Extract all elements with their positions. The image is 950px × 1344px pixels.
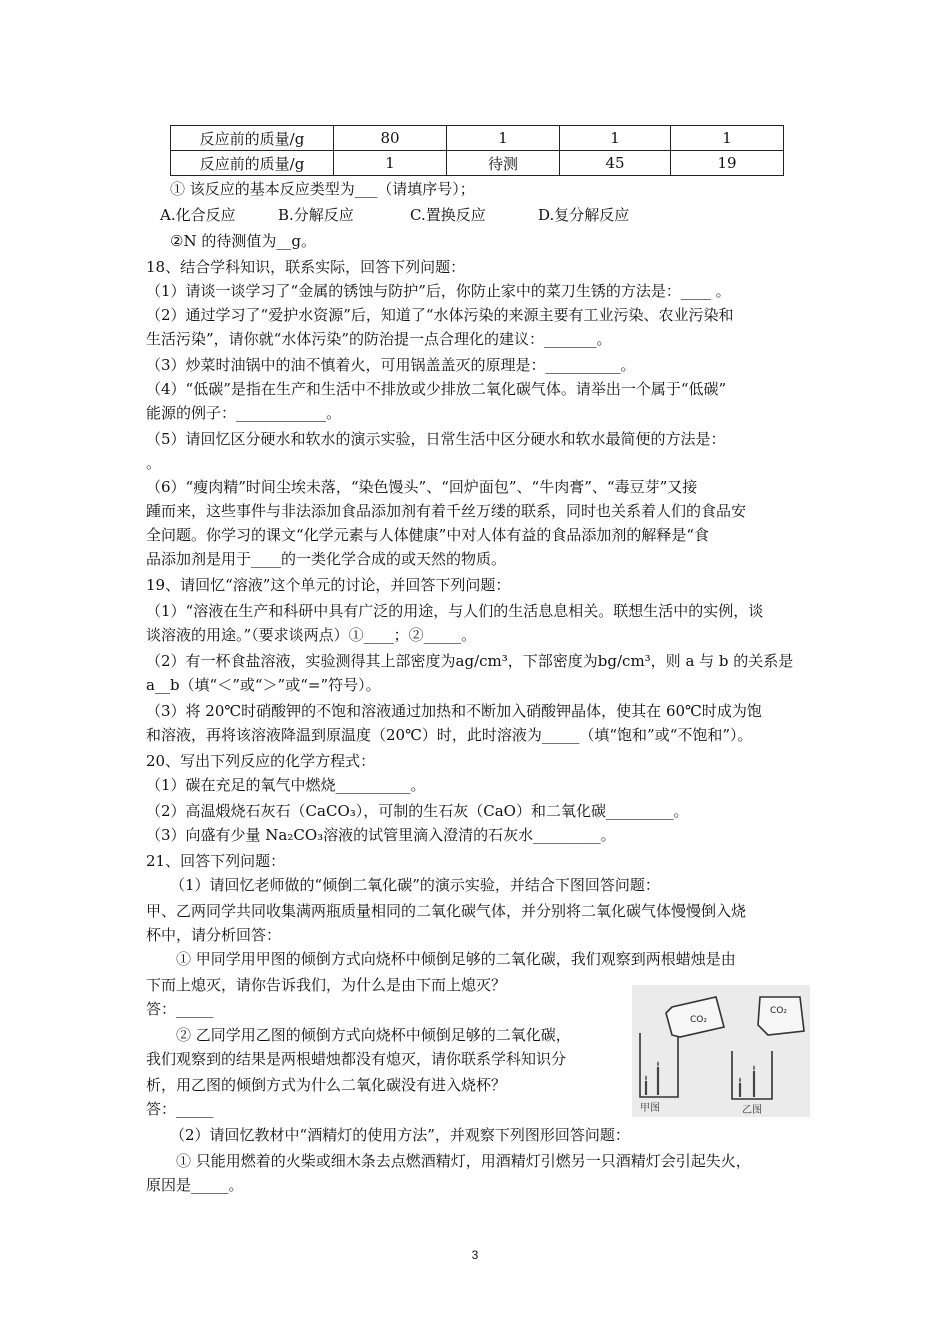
table-row bbox=[171, 151, 784, 176]
q18-line: 能源的例子：____________。 bbox=[146, 404, 342, 422]
q19-line: 谈溶液的用途。”（要求谈两点）①____；②_____。 bbox=[146, 626, 477, 644]
q19-line: 和溶液，再将该溶液降温到原温度（20℃）时，此时溶液为_____（填“饱和”或“不饱和”）。 bbox=[146, 726, 753, 744]
q21-line: 下而上熄灭，请你告诉我们，为什么是由下而上熄灭？ bbox=[146, 976, 507, 994]
option-a: A.化合反应 bbox=[160, 206, 236, 224]
q18-line: （1）请谈一谈学习了“金属的锈蚀与防护”后，你防止家中的菜刀生锈的方法是：____ 。 bbox=[146, 282, 731, 300]
q18-line: （2）通过学习了“爱护水资源”后，知道了“水体污染的来源主要有工业污染、农业污染和 bbox=[146, 306, 734, 324]
table-cell: 1 bbox=[671, 126, 784, 151]
q21-line: ① 只能用燃着的火柴或细木条去点燃酒精灯，用酒精灯引燃另一只酒精灯会引起失火， bbox=[176, 1152, 751, 1170]
q21-line: ② 乙同学用乙图的倾倒方式向烧杯中倾倒足够的二氧化碳， bbox=[176, 1026, 571, 1044]
table-cell: 1 bbox=[334, 151, 447, 176]
table-cell: 反应前的质量/g bbox=[171, 151, 334, 176]
table-cell: 45 bbox=[560, 151, 671, 176]
q21-line: 杯中，请分析回答： bbox=[146, 926, 282, 944]
page-number: 3 bbox=[471, 1248, 479, 1262]
q18-line: 品添加剂是用于____的一类化学合成的或天然的物质。 bbox=[146, 550, 507, 568]
caption-yi: 乙图 bbox=[742, 1105, 762, 1116]
caption-jia: 甲图 bbox=[640, 1103, 660, 1114]
q21-line: （1）请回忆老师做的“倾倒二氧化碳”的演示实验，并结合下图回答问题： bbox=[170, 876, 660, 894]
table-cell: 1 bbox=[560, 126, 671, 151]
q19-line: （2）有一杯食盐溶液，实验测得其上部密度为ag/cm³，下部密度为bg/cm³，则 a 与 b 的关系是 bbox=[146, 652, 794, 670]
table-cell: 反应前的质量/g bbox=[171, 126, 334, 151]
q20-line: （1）碳在充足的氧气中燃烧__________。 bbox=[146, 776, 426, 794]
co2-bottle-yi bbox=[758, 997, 804, 1035]
q21-line: ① 甲同学用甲图的倾倒方式向烧杯中倾倒足够的二氧化碳，我们观察到两根蜡烛是由 bbox=[176, 950, 736, 968]
q20-line: （2）高温煅烧石灰石（CaCO₃），可制的生石灰（CaO）和二氧化碳_________。 bbox=[146, 802, 689, 820]
table-row bbox=[171, 126, 784, 151]
option-d: D.复分解反应 bbox=[538, 206, 630, 224]
q18-line: 全问题。你学习的课文“化学元素与人体健康”中对人体有益的食品添加剂的解释是“食 bbox=[146, 526, 710, 544]
q19-line: （1）“溶液在生产和科研中具有广泛的用途，与人们的生活息息相关。联想生活中的实例，谈 bbox=[146, 602, 764, 620]
table-cell: 1 bbox=[447, 126, 560, 151]
bottle-label: CO₂ bbox=[770, 1006, 787, 1016]
q19-line: a__b（填“＜”或“＞”或“=”符号）。 bbox=[146, 676, 381, 694]
q21-title: 21、回答下列问题： bbox=[146, 852, 286, 870]
q18-line: （3）炒菜时油锅中的油不慎着火，可用锅盖盖灭的原理是：__________。 bbox=[146, 356, 636, 374]
q21-line: 甲、乙两同学共同收集满两瓶质量相同的二氧化碳气体，并分别将二氧化碳气体慢慢倒入烧 bbox=[146, 902, 747, 920]
bottle-label: CO₂ bbox=[690, 1015, 707, 1025]
mass-table bbox=[170, 125, 784, 176]
q21-answer: 答：_____ bbox=[146, 1000, 214, 1018]
q21-line: （2）请回忆教材中“酒精灯的使用方法”，并观察下列图形回答问题： bbox=[170, 1126, 630, 1144]
q18-line: 生活污染”，请你就“水体污染”的防治提一点合理化的建议：_______。 bbox=[146, 330, 612, 348]
q17-line-2: ②N 的待测值为__g。 bbox=[170, 232, 316, 250]
table-cell: 19 bbox=[671, 151, 784, 176]
q21-answer: 答：_____ bbox=[146, 1100, 214, 1118]
q21-line: 析，用乙图的倾倒方式为什么二氧化碳没有进入烧杯？ bbox=[146, 1076, 507, 1094]
q19-title: 19、请回忆“溶液”这个单元的讨论，并回答下列问题： bbox=[146, 576, 511, 594]
q18-title: 18、结合学科知识，联系实际，回答下列问题： bbox=[146, 258, 466, 276]
q20-line: （3）向盛有少量 Na₂CO₃溶液的试管里滴入澄清的石灰水_________。 bbox=[146, 826, 616, 844]
option-b: B.分解反应 bbox=[278, 206, 354, 224]
option-c: C.置换反应 bbox=[410, 206, 486, 224]
q18-line: （5）请回忆区分硬水和软水的演示实验，日常生活中区分硬水和软水最简便的方法是： bbox=[146, 430, 726, 448]
q18-line: （4）“低碳”是指在生产和生活中不排放或少排放二氧化碳气体。请举出一个属于“低碳” bbox=[146, 380, 727, 398]
q19-line: （3）将 20℃时硝酸钾的不饱和溶液通过加热和不断加入硝酸钾晶体，使其在 60℃时成为饱 bbox=[146, 702, 762, 720]
table-cell: 待测 bbox=[447, 151, 560, 176]
q17-line-1: ① 该反应的基本反应类型为___（请填序号）； bbox=[170, 180, 475, 198]
co2-pouring-figure bbox=[632, 985, 810, 1117]
table-cell: 80 bbox=[334, 126, 447, 151]
q18-line: 踵而来，这些事件与非法添加食品添加剂有着千丝万缕的联系，同时也关系着人们的食品安 bbox=[146, 502, 747, 520]
q21-line: 我们观察到的结果是两根蜡烛都没有熄灭，请你联系学科知识分 bbox=[146, 1050, 567, 1068]
q21-line: 原因是_____。 bbox=[146, 1176, 244, 1194]
q18-line: （6）“瘦肉精”时间尘埃未落，“染色馒头”、“回炉面包”、“牛肉膏”、“毒豆芽”又接 bbox=[146, 478, 698, 496]
q20-title: 20、写出下列反应的化学方程式： bbox=[146, 752, 376, 770]
q18-line: 。 bbox=[146, 454, 162, 472]
